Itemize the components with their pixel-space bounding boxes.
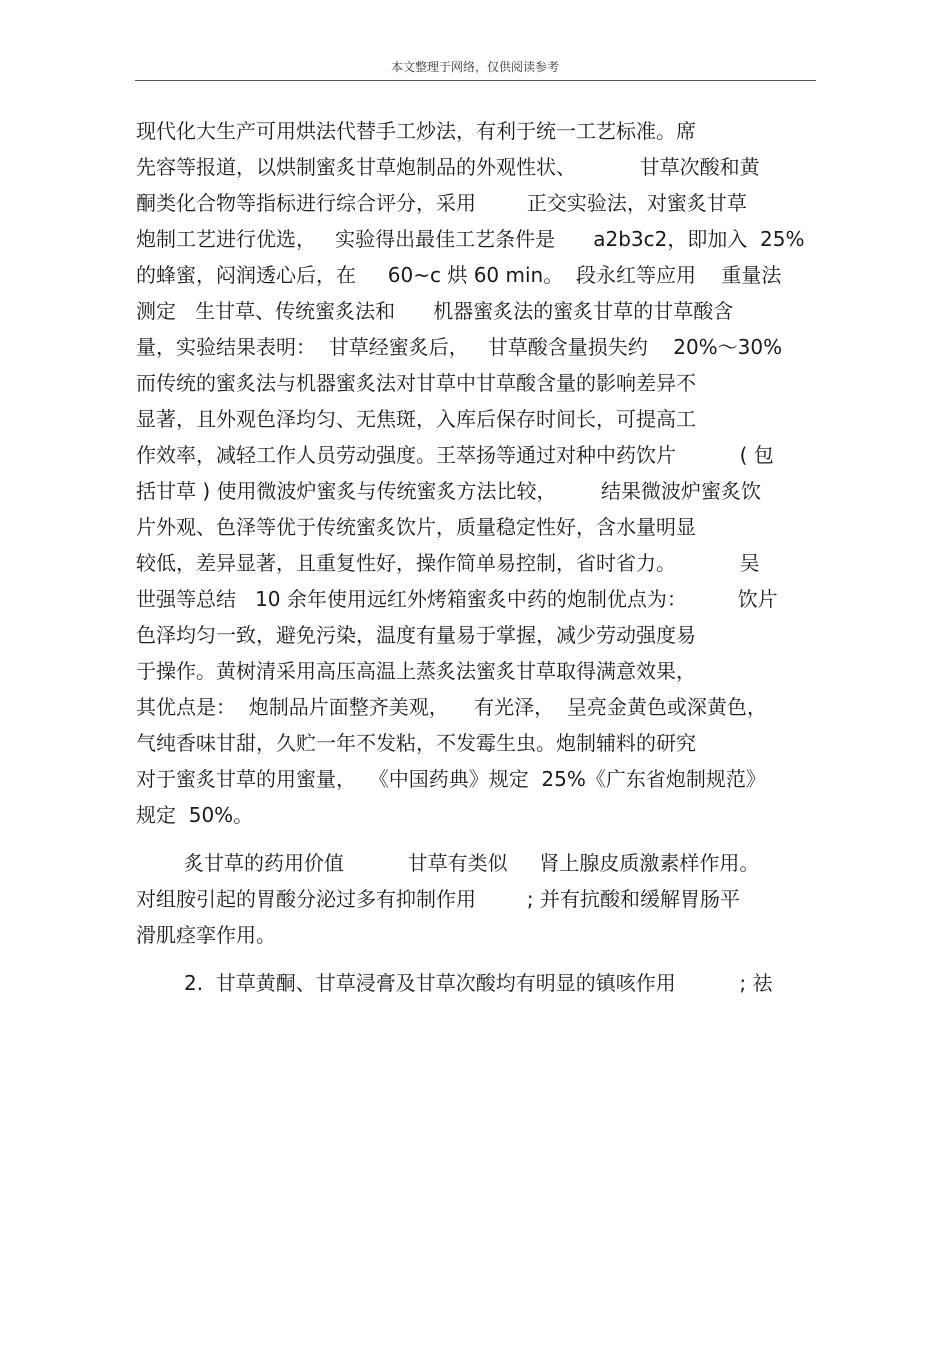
paragraph-spacer	[136, 953, 826, 965]
text-line: 气纯香味甘甜，久贮一年不发粘，不发霉生虫。炮制辅料的研究	[136, 731, 696, 755]
page-header	[0, 58, 950, 75]
header-divider	[135, 80, 816, 81]
text-line: 显著，且外观色泽均匀、无焦斑，入库后保存时间长，可提高工	[136, 407, 696, 431]
text-line: 2. 甘草黄酮、甘草浸膏及甘草次酸均有明显的镇咳作用 ; 祛	[184, 971, 773, 995]
document-body	[136, 113, 826, 1001]
text-line: 炮制工艺进行优选， 实验得出最佳工艺条件是 a2b3c2，即加入 25%	[136, 227, 805, 251]
paragraph-spacer	[136, 833, 826, 845]
text-line: 滑肌痉挛作用。	[136, 923, 276, 947]
text-line: 酮类化合物等指标进行综合评分，采用 正交实验法，对蜜炙甘草	[136, 191, 747, 215]
text-line: 世强等总结 10 余年使用远红外烤箱蜜炙中药的炮制优点为： 饮片	[136, 587, 778, 611]
text-line: 片外观、色泽等优于传统蜜炙饮片，质量稳定性好，含水量明显	[136, 515, 696, 539]
text-line: 对于蜜炙甘草的用蜜量， 《中国药典》规定 25%《广东省炮制规范》	[136, 767, 766, 791]
text-line: 作效率，减轻工作人员劳动强度。王萃扬等通过对种中药饮片 ( 包	[136, 443, 774, 467]
text-line: 较低，差异显著，且重复性好，操作简单易控制，省时省力。 吴	[136, 551, 760, 575]
text-line: 对组胺引起的胃酸分泌过多有抑制作用 ; 并有抗酸和缓解胃肠平	[136, 887, 740, 911]
paragraph-antitussive	[136, 965, 826, 1001]
text-line: 的蜂蜜，闷润透心后，在 60~c 烘 60 min。 段永红等应用 重量法	[136, 263, 782, 287]
text-line: 规定 50%。	[136, 803, 254, 827]
text-line: 现代化大生产可用烘法代替手工炒法，有利于统一工艺标准。席	[136, 119, 696, 143]
text-line: 色泽均匀一致，避免污染，温度有量易于掌握，减少劳动强度易	[136, 623, 696, 647]
text-line: 先容等报道，以烘制蜜炙甘草炮制品的外观性状、 甘草次酸和黄	[136, 155, 760, 179]
text-line: 于操作。黄树清采用高压高温上蒸炙法蜜炙甘草取得满意效果，	[136, 659, 696, 683]
text-line: 括甘草 ) 使用微波炉蜜炙与传统蜜炙方法比较， 结果微波炉蜜炙饮	[136, 479, 762, 503]
text-line: 量，实验结果表明： 甘草经蜜炙后， 甘草酸含量损失约 20%～30%	[136, 335, 783, 359]
text-line: 炙甘草的药用价值 甘草有类似 肾上腺皮质激素样作用。	[184, 851, 760, 875]
text-line: 测定 生甘草、传统蜜炙法和 机器蜜炙法的蜜炙甘草的甘草酸含	[136, 299, 734, 323]
text-line: 而传统的蜜炙法与机器蜜炙法对甘草中甘草酸含量的影响差异不	[136, 371, 696, 395]
header-text: 本文整理于网络，仅供阅读参考	[390, 60, 559, 74]
paragraph-medicinal-value	[136, 845, 826, 953]
paragraph-processing-methods	[136, 113, 826, 833]
text-line: 其优点是： 炮制品片面整齐美观， 有光泽， 呈亮金黄色或深黄色，	[136, 695, 767, 719]
